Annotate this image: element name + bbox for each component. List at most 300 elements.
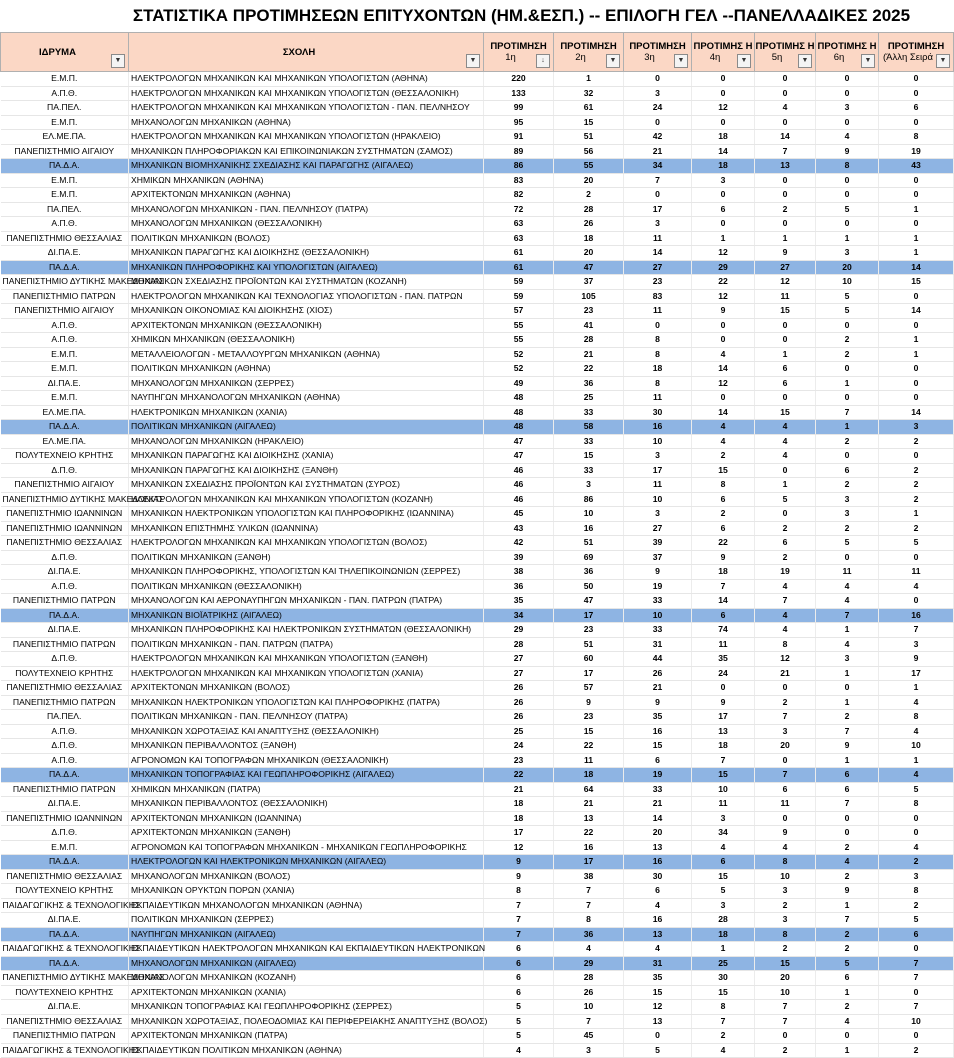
cell-preference-value[interactable]: 5 bbox=[816, 289, 879, 304]
cell-preference-value[interactable]: 47 bbox=[554, 594, 624, 609]
cell-preference-value[interactable]: 28 bbox=[484, 637, 554, 652]
cell-preference-value[interactable]: 28 bbox=[554, 333, 624, 348]
cell-school[interactable]: ΠΟΛΙΤΙΚΩΝ ΜΗΧΑΝΙΚΩΝ (ΞΑΝΘΗ) bbox=[129, 550, 484, 565]
cell-preference-value[interactable]: 34 bbox=[484, 608, 554, 623]
cell-preference-value[interactable]: 23 bbox=[484, 753, 554, 768]
cell-institution[interactable]: ΠΑΝΕΠΙΣΤΗΜΙΟ ΙΩΑΝΝΙΝΩΝ bbox=[1, 521, 129, 536]
cell-preference-value[interactable]: 4 bbox=[816, 594, 879, 609]
cell-institution[interactable]: ΠΑΝΕΠΙΣΤΗΜΙΟ ΑΙΓΑΙΟΥ bbox=[1, 478, 129, 493]
cell-preference-value[interactable]: 1 bbox=[755, 347, 816, 362]
cell-school[interactable]: ΜΗΧΑΝΙΚΩΝ ΗΛΕΚΤΡΟΝΙΚΩΝ ΥΠΟΛΟΓΙΣΤΩΝ ΚΑΙ ΠΛΗΡΟΦΟΡΙΚΗΣ (ΙΩΑΝΝΙΝΑ) bbox=[129, 507, 484, 522]
cell-preference-value[interactable]: 86 bbox=[484, 159, 554, 174]
cell-preference-value[interactable]: 7 bbox=[816, 913, 879, 928]
cell-preference-value[interactable]: 6 bbox=[624, 753, 692, 768]
cell-preference-value[interactable]: 3 bbox=[879, 869, 954, 884]
cell-preference-value[interactable]: 27 bbox=[755, 260, 816, 275]
cell-preference-value[interactable]: 36 bbox=[484, 579, 554, 594]
cell-school[interactable]: ΗΛΕΚΤΡΟΝΙΚΩΝ ΜΗΧΑΝΙΚΩΝ (ΧΑΝΙΑ) bbox=[129, 405, 484, 420]
cell-preference-value[interactable]: 47 bbox=[484, 434, 554, 449]
cell-preference-value[interactable]: 15 bbox=[692, 985, 755, 1000]
cell-preference-value[interactable]: 2 bbox=[879, 434, 954, 449]
cell-preference-value[interactable]: 16 bbox=[554, 521, 624, 536]
cell-preference-value[interactable]: 10 bbox=[554, 507, 624, 522]
cell-preference-value[interactable]: 2 bbox=[816, 1000, 879, 1015]
cell-school[interactable]: ΠΟΛΙΤΙΚΩΝ ΜΗΧΑΝΙΚΩΝ (ΣΕΡΡΕΣ) bbox=[129, 913, 484, 928]
cell-preference-value[interactable]: 0 bbox=[879, 173, 954, 188]
cell-preference-value[interactable]: 3 bbox=[816, 507, 879, 522]
cell-preference-value[interactable]: 52 bbox=[484, 347, 554, 362]
cell-preference-value[interactable]: 0 bbox=[755, 463, 816, 478]
cell-preference-value[interactable]: 4 bbox=[755, 623, 816, 638]
cell-preference-value[interactable]: 11 bbox=[755, 797, 816, 812]
cell-preference-value[interactable]: 26 bbox=[484, 710, 554, 725]
cell-preference-value[interactable]: 0 bbox=[755, 333, 816, 348]
cell-preference-value[interactable]: 18 bbox=[554, 231, 624, 246]
cell-preference-value[interactable]: 1 bbox=[755, 231, 816, 246]
cell-preference-value[interactable]: 6 bbox=[484, 942, 554, 957]
cell-preference-value[interactable]: 0 bbox=[816, 362, 879, 377]
cell-preference-value[interactable]: 21 bbox=[554, 347, 624, 362]
cell-preference-value[interactable]: 91 bbox=[484, 130, 554, 145]
cell-institution[interactable]: ΠΑΝΕΠΙΣΤΗΜΙΟ ΔΥΤΙΚΗΣ ΜΑΚΕΔΟΝΙΑΣ bbox=[1, 971, 129, 986]
cell-institution[interactable]: ΠΟΛΥΤΕΧΝΕΙΟ ΚΡΗΤΗΣ bbox=[1, 666, 129, 681]
cell-preference-value[interactable]: 0 bbox=[692, 72, 755, 87]
cell-preference-value[interactable]: 2 bbox=[816, 942, 879, 957]
cell-preference-value[interactable]: 1 bbox=[816, 1043, 879, 1058]
cell-preference-value[interactable]: 45 bbox=[484, 507, 554, 522]
cell-preference-value[interactable]: 32 bbox=[554, 86, 624, 101]
cell-preference-value[interactable]: 4 bbox=[624, 898, 692, 913]
cell-preference-value[interactable]: 17 bbox=[692, 710, 755, 725]
cell-preference-value[interactable]: 7 bbox=[484, 913, 554, 928]
cell-preference-value[interactable]: 24 bbox=[624, 101, 692, 116]
cell-school[interactable]: ΑΡΧΙΤΕΚΤΟΝΩΝ ΜΗΧΑΝΙΚΩΝ (ΠΑΤΡΑ) bbox=[129, 1029, 484, 1044]
cell-preference-value[interactable]: 7 bbox=[692, 579, 755, 594]
cell-preference-value[interactable]: 33 bbox=[554, 463, 624, 478]
cell-institution[interactable]: Ε.Μ.Π. bbox=[1, 188, 129, 203]
cell-preference-value[interactable]: 74 bbox=[692, 623, 755, 638]
cell-school[interactable]: ΑΡΧΙΤΕΚΤΟΝΩΝ ΜΗΧΑΝΙΚΩΝ (ΧΑΝΙΑ) bbox=[129, 985, 484, 1000]
cell-preference-value[interactable]: 24 bbox=[484, 739, 554, 754]
cell-preference-value[interactable]: 18 bbox=[692, 565, 755, 580]
cell-preference-value[interactable]: 0 bbox=[755, 811, 816, 826]
cell-school[interactable]: ΠΟΛΙΤΙΚΩΝ ΜΗΧΑΝΙΚΩΝ (ΘΕΣΣΑΛΟΝΙΚΗ) bbox=[129, 579, 484, 594]
cell-school[interactable]: ΜΗΧΑΝΙΚΩΝ ΠΛΗΡΟΦΟΡΙΚΗΣ ΚΑΙ ΥΠΟΛΟΓΙΣΤΩΝ (ΑΙΓΑΛΕΩ) bbox=[129, 260, 484, 275]
cell-preference-value[interactable]: 0 bbox=[879, 985, 954, 1000]
cell-preference-value[interactable]: 9 bbox=[816, 884, 879, 899]
cell-preference-value[interactable]: 20 bbox=[554, 246, 624, 261]
cell-institution[interactable]: ΠΑΝΕΠΙΣΤΗΜΙΟ ΑΙΓΑΙΟΥ bbox=[1, 304, 129, 319]
cell-institution[interactable]: ΠΟΛΥΤΕΧΝΕΙΟ ΚΡΗΤΗΣ bbox=[1, 884, 129, 899]
cell-preference-value[interactable]: 30 bbox=[624, 405, 692, 420]
cell-preference-value[interactable]: 7 bbox=[624, 173, 692, 188]
cell-preference-value[interactable]: 27 bbox=[624, 260, 692, 275]
cell-institution[interactable]: ΔΙ.ΠΑ.Ε. bbox=[1, 246, 129, 261]
cell-preference-value[interactable]: 1 bbox=[816, 695, 879, 710]
cell-preference-value[interactable]: 0 bbox=[816, 217, 879, 232]
cell-preference-value[interactable]: 7 bbox=[484, 927, 554, 942]
cell-preference-value[interactable]: 7 bbox=[879, 956, 954, 971]
cell-preference-value[interactable]: 7 bbox=[879, 623, 954, 638]
cell-preference-value[interactable]: 22 bbox=[554, 826, 624, 841]
cell-preference-value[interactable]: 35 bbox=[624, 971, 692, 986]
filter-button[interactable] bbox=[536, 54, 550, 68]
cell-school[interactable]: ΜΗΧΑΝΙΚΩΝ ΒΙΟΪΑΤΡΙΚΗΣ (ΑΙΓΑΛΕΩ) bbox=[129, 608, 484, 623]
cell-preference-value[interactable]: 0 bbox=[624, 188, 692, 203]
cell-preference-value[interactable]: 14 bbox=[692, 405, 755, 420]
cell-preference-value[interactable]: 4 bbox=[816, 130, 879, 145]
cell-institution[interactable]: ΕΛ.ΜΕ.ΠΑ. bbox=[1, 405, 129, 420]
cell-preference-value[interactable]: 0 bbox=[755, 318, 816, 333]
cell-preference-value[interactable]: 10 bbox=[879, 739, 954, 754]
cell-preference-value[interactable]: 15 bbox=[554, 449, 624, 464]
cell-preference-value[interactable]: 82 bbox=[484, 188, 554, 203]
cell-preference-value[interactable]: 4 bbox=[692, 1043, 755, 1058]
cell-preference-value[interactable]: 12 bbox=[692, 101, 755, 116]
cell-preference-value[interactable]: 5 bbox=[755, 492, 816, 507]
cell-institution[interactable]: Ε.Μ.Π. bbox=[1, 362, 129, 377]
cell-preference-value[interactable]: 21 bbox=[755, 666, 816, 681]
cell-preference-value[interactable]: 27 bbox=[624, 521, 692, 536]
cell-preference-value[interactable]: 0 bbox=[692, 217, 755, 232]
cell-preference-value[interactable]: 48 bbox=[484, 420, 554, 435]
cell-preference-value[interactable]: 14 bbox=[692, 362, 755, 377]
cell-institution[interactable]: Ε.Μ.Π. bbox=[1, 840, 129, 855]
cell-preference-value[interactable]: 27 bbox=[484, 652, 554, 667]
cell-preference-value[interactable]: 3 bbox=[624, 507, 692, 522]
cell-institution[interactable]: ΠΑ.Δ.Α. bbox=[1, 159, 129, 174]
cell-preference-value[interactable]: 72 bbox=[484, 202, 554, 217]
cell-preference-value[interactable]: 28 bbox=[554, 202, 624, 217]
cell-preference-value[interactable]: 6 bbox=[692, 521, 755, 536]
cell-preference-value[interactable]: 12 bbox=[624, 1000, 692, 1015]
cell-preference-value[interactable]: 0 bbox=[879, 362, 954, 377]
cell-preference-value[interactable]: 2 bbox=[692, 449, 755, 464]
cell-preference-value[interactable]: 4 bbox=[816, 637, 879, 652]
cell-preference-value[interactable]: 36 bbox=[554, 376, 624, 391]
cell-preference-value[interactable]: 29 bbox=[692, 260, 755, 275]
cell-preference-value[interactable]: 1 bbox=[816, 985, 879, 1000]
cell-preference-value[interactable]: 16 bbox=[624, 855, 692, 870]
cell-school[interactable]: ΗΛΕΚΤΡΟΛΟΓΩΝ ΜΗΧΑΝΙΚΩΝ ΚΑΙ ΜΗΧΑΝΙΚΩΝ ΥΠΟΛΟΓΙΣΤΩΝ (ΑΘΗΝΑ) bbox=[129, 72, 484, 87]
cell-school[interactable]: ΜΗΧΑΝΟΛΟΓΩΝ ΜΗΧΑΝΙΚΩΝ (ΚΟΖΑΝΗ) bbox=[129, 971, 484, 986]
cell-preference-value[interactable]: 21 bbox=[624, 144, 692, 159]
cell-preference-value[interactable]: 17 bbox=[554, 666, 624, 681]
cell-preference-value[interactable]: 15 bbox=[692, 768, 755, 783]
cell-preference-value[interactable]: 64 bbox=[554, 782, 624, 797]
cell-preference-value[interactable]: 0 bbox=[755, 391, 816, 406]
cell-preference-value[interactable]: 0 bbox=[624, 115, 692, 130]
cell-school[interactable]: ΜΗΧΑΝΟΛΟΓΩΝ ΜΗΧΑΝΙΚΩΝ (ΒΟΛΟΣ) bbox=[129, 869, 484, 884]
cell-preference-value[interactable]: 2 bbox=[879, 1043, 954, 1058]
cell-preference-value[interactable]: 46 bbox=[484, 492, 554, 507]
cell-preference-value[interactable]: 14 bbox=[755, 130, 816, 145]
cell-institution[interactable]: ΠΑΝΕΠΙΣΤΗΜΙΟ ΘΕΣΣΑΛΙΑΣ bbox=[1, 231, 129, 246]
cell-institution[interactable]: ΔΙ.ΠΑ.Ε. bbox=[1, 565, 129, 580]
cell-institution[interactable]: ΠΑ.ΠΕΛ. bbox=[1, 202, 129, 217]
cell-school[interactable]: ΧΗΜΙΚΩΝ ΜΗΧΑΝΙΚΩΝ (ΑΘΗΝΑ) bbox=[129, 173, 484, 188]
cell-school[interactable]: ΜΗΧΑΝΙΚΩΝ ΠΕΡΙΒΑΛΛΟΝΤΟΣ (ΞΑΝΘΗ) bbox=[129, 739, 484, 754]
cell-preference-value[interactable]: 15 bbox=[554, 724, 624, 739]
cell-school[interactable]: ΜΗΧΑΝΟΛΟΓΩΝ ΜΗΧΑΝΙΚΩΝ (ΘΕΣΣΑΛΟΝΙΚΗ) bbox=[129, 217, 484, 232]
cell-preference-value[interactable]: 6 bbox=[879, 101, 954, 116]
cell-preference-value[interactable]: 1 bbox=[692, 942, 755, 957]
cell-preference-value[interactable]: 13 bbox=[624, 840, 692, 855]
cell-school[interactable]: ΜΗΧΑΝΙΚΩΝ ΤΟΠΟΓΡΑΦΙΑΣ ΚΑΙ ΓΕΩΠΛΗΡΟΦΟΡΙΚΗΣ (ΑΙΓΑΛΕΩ) bbox=[129, 768, 484, 783]
cell-preference-value[interactable]: 0 bbox=[755, 1029, 816, 1044]
cell-institution[interactable]: Ε.Μ.Π. bbox=[1, 72, 129, 87]
cell-preference-value[interactable]: 26 bbox=[624, 666, 692, 681]
cell-preference-value[interactable]: 18 bbox=[484, 797, 554, 812]
cell-preference-value[interactable]: 0 bbox=[692, 391, 755, 406]
cell-preference-value[interactable]: 2 bbox=[755, 898, 816, 913]
cell-preference-value[interactable]: 34 bbox=[624, 159, 692, 174]
cell-preference-value[interactable]: 0 bbox=[816, 173, 879, 188]
cell-school[interactable]: ΠΟΛΙΤΙΚΩΝ ΜΗΧΑΝΙΚΩΝ - ΠΑΝ. ΠΕΛ/ΝΗΣΟΥ (ΠΑΤΡΑ) bbox=[129, 710, 484, 725]
cell-preference-value[interactable]: 9 bbox=[816, 144, 879, 159]
cell-preference-value[interactable]: 5 bbox=[484, 1029, 554, 1044]
cell-preference-value[interactable]: 6 bbox=[692, 855, 755, 870]
cell-preference-value[interactable]: 4 bbox=[879, 724, 954, 739]
cell-preference-value[interactable]: 33 bbox=[624, 623, 692, 638]
cell-preference-value[interactable]: 15 bbox=[755, 405, 816, 420]
cell-preference-value[interactable]: 5 bbox=[624, 1043, 692, 1058]
cell-preference-value[interactable]: 25 bbox=[484, 724, 554, 739]
cell-preference-value[interactable]: 4 bbox=[692, 840, 755, 855]
cell-institution[interactable]: ΠΑΙΔΑΓΩΓΙΚΗΣ & ΤΕΧΝΟΛΟΓΙΚΗΣ bbox=[1, 942, 129, 957]
cell-preference-value[interactable]: 0 bbox=[816, 188, 879, 203]
cell-preference-value[interactable]: 6 bbox=[755, 536, 816, 551]
cell-preference-value[interactable]: 20 bbox=[624, 826, 692, 841]
cell-preference-value[interactable]: 8 bbox=[879, 797, 954, 812]
cell-institution[interactable]: Α.Π.Θ. bbox=[1, 318, 129, 333]
cell-preference-value[interactable]: 0 bbox=[879, 942, 954, 957]
cell-school[interactable]: ΜΗΧΑΝΟΛΟΓΩΝ ΜΗΧΑΝΙΚΩΝ (ΗΡΑΚΛΕΙΟ) bbox=[129, 434, 484, 449]
cell-preference-value[interactable]: 22 bbox=[554, 362, 624, 377]
cell-institution[interactable]: ΠΟΛΥΤΕΧΝΕΙΟ ΚΡΗΤΗΣ bbox=[1, 985, 129, 1000]
cell-preference-value[interactable]: 83 bbox=[624, 289, 692, 304]
cell-preference-value[interactable]: 3 bbox=[816, 101, 879, 116]
cell-preference-value[interactable]: 6 bbox=[484, 971, 554, 986]
cell-preference-value[interactable]: 6 bbox=[879, 927, 954, 942]
cell-preference-value[interactable]: 11 bbox=[692, 797, 755, 812]
cell-school[interactable]: ΗΛΕΚΤΡΟΛΟΓΩΝ ΜΗΧΑΝΙΚΩΝ ΚΑΙ ΜΗΧΑΝΙΚΩΝ ΥΠΟΛΟΓΙΣΤΩΝ (ΞΑΝΘΗ) bbox=[129, 652, 484, 667]
cell-preference-value[interactable]: 9 bbox=[755, 826, 816, 841]
cell-preference-value[interactable]: 16 bbox=[624, 724, 692, 739]
cell-preference-value[interactable]: 14 bbox=[879, 304, 954, 319]
cell-preference-value[interactable]: 17 bbox=[554, 855, 624, 870]
cell-preference-value[interactable]: 59 bbox=[484, 275, 554, 290]
cell-preference-value[interactable]: 16 bbox=[624, 913, 692, 928]
cell-preference-value[interactable]: 1 bbox=[816, 898, 879, 913]
cell-preference-value[interactable]: 29 bbox=[484, 623, 554, 638]
cell-preference-value[interactable]: 18 bbox=[624, 362, 692, 377]
cell-preference-value[interactable]: 0 bbox=[879, 811, 954, 826]
cell-institution[interactable]: Α.Π.Θ. bbox=[1, 217, 129, 232]
cell-preference-value[interactable]: 6 bbox=[484, 956, 554, 971]
cell-preference-value[interactable]: 69 bbox=[554, 550, 624, 565]
cell-preference-value[interactable]: 51 bbox=[554, 536, 624, 551]
cell-preference-value[interactable]: 49 bbox=[484, 376, 554, 391]
filter-button[interactable] bbox=[466, 54, 480, 68]
cell-preference-value[interactable]: 0 bbox=[816, 681, 879, 696]
cell-preference-value[interactable]: 16 bbox=[554, 840, 624, 855]
cell-preference-value[interactable]: 2 bbox=[879, 898, 954, 913]
cell-preference-value[interactable]: 0 bbox=[755, 507, 816, 522]
cell-preference-value[interactable]: 42 bbox=[624, 130, 692, 145]
cell-preference-value[interactable]: 11 bbox=[816, 565, 879, 580]
cell-preference-value[interactable]: 3 bbox=[692, 811, 755, 826]
cell-preference-value[interactable]: 6 bbox=[692, 202, 755, 217]
cell-preference-value[interactable]: 0 bbox=[879, 376, 954, 391]
cell-school[interactable]: ΠΟΛΙΤΙΚΩΝ ΜΗΧΑΝΙΚΩΝ (ΑΙΓΑΛΕΩ) bbox=[129, 420, 484, 435]
cell-preference-value[interactable]: 23 bbox=[624, 275, 692, 290]
cell-school[interactable]: ΑΡΧΙΤΕΚΤΟΝΩΝ ΜΗΧΑΝΙΚΩΝ (ΑΘΗΝΑ) bbox=[129, 188, 484, 203]
cell-preference-value[interactable]: 10 bbox=[554, 1000, 624, 1015]
cell-preference-value[interactable]: 2 bbox=[816, 434, 879, 449]
cell-school[interactable]: ΜΕΤΑΛΛΕΙΟΛΟΓΩΝ - ΜΕΤΑΛΛΟΥΡΓΩΝ ΜΗΧΑΝΙΚΩΝ (ΑΘΗΝΑ) bbox=[129, 347, 484, 362]
cell-preference-value[interactable]: 39 bbox=[624, 536, 692, 551]
cell-preference-value[interactable]: 13 bbox=[624, 927, 692, 942]
cell-preference-value[interactable]: 42 bbox=[484, 536, 554, 551]
cell-school[interactable]: ΗΛΕΚΤΡΟΛΟΓΩΝ ΜΗΧΑΝΙΚΩΝ ΚΑΙ ΜΗΧΑΝΙΚΩΝ ΥΠΟΛΟΓΙΣΤΩΝ (ΚΟΖΑΝΗ) bbox=[129, 492, 484, 507]
cell-preference-value[interactable]: 4 bbox=[692, 420, 755, 435]
cell-school[interactable]: ΜΗΧΑΝΙΚΩΝ ΠΛΗΡΟΦΟΡΙΚΗΣ, ΥΠΟΛΟΓΙΣΤΩΝ ΚΑΙ ΤΗΛΕΠΙΚΟΙΝΩΝΙΩΝ (ΣΕΡΡΕΣ) bbox=[129, 565, 484, 580]
cell-preference-value[interactable]: 4 bbox=[816, 579, 879, 594]
cell-preference-value[interactable]: 0 bbox=[816, 72, 879, 87]
cell-school[interactable]: ΑΓΡΟΝΟΜΩΝ ΚΑΙ ΤΟΠΟΓΡΑΦΩΝ ΜΗΧΑΝΙΚΩΝ - ΜΗΧΑΝΙΚΩΝ ΓΕΩΠΛΗΡΟΦΟΡΙΚΗΣ bbox=[129, 840, 484, 855]
cell-preference-value[interactable]: 220 bbox=[484, 72, 554, 87]
cell-institution[interactable]: Α.Π.Θ. bbox=[1, 86, 129, 101]
cell-preference-value[interactable]: 22 bbox=[554, 739, 624, 754]
cell-preference-value[interactable]: 0 bbox=[816, 826, 879, 841]
cell-preference-value[interactable]: 15 bbox=[879, 275, 954, 290]
cell-preference-value[interactable]: 10 bbox=[624, 608, 692, 623]
cell-preference-value[interactable]: 7 bbox=[879, 1000, 954, 1015]
cell-preference-value[interactable]: 19 bbox=[624, 768, 692, 783]
cell-preference-value[interactable]: 1 bbox=[816, 753, 879, 768]
cell-preference-value[interactable]: 4 bbox=[692, 434, 755, 449]
cell-preference-value[interactable]: 6 bbox=[692, 492, 755, 507]
cell-institution[interactable]: ΠΑΝΕΠΙΣΤΗΜΙΟ ΘΕΣΣΑΛΙΑΣ bbox=[1, 536, 129, 551]
cell-institution[interactable]: ΠΑΝΕΠΙΣΤΗΜΙΟ ΠΑΤΡΩΝ bbox=[1, 695, 129, 710]
cell-school[interactable]: ΠΟΛΙΤΙΚΩΝ ΜΗΧΑΝΙΚΩΝ - ΠΑΝ. ΠΑΤΡΩΝ (ΠΑΤΡΑ) bbox=[129, 637, 484, 652]
cell-preference-value[interactable]: 0 bbox=[755, 753, 816, 768]
cell-school[interactable]: ΜΗΧΑΝΙΚΩΝ ΟΙΚΟΝΟΜΙΑΣ ΚΑΙ ΔΙΟΙΚΗΣΗΣ (ΧΙΟΣ) bbox=[129, 304, 484, 319]
cell-preference-value[interactable]: 4 bbox=[879, 579, 954, 594]
cell-preference-value[interactable]: 2 bbox=[816, 927, 879, 942]
cell-preference-value[interactable]: 2 bbox=[879, 855, 954, 870]
cell-preference-value[interactable]: 9 bbox=[624, 695, 692, 710]
cell-preference-value[interactable]: 15 bbox=[624, 985, 692, 1000]
cell-preference-value[interactable]: 0 bbox=[879, 391, 954, 406]
filter-button[interactable] bbox=[861, 54, 875, 68]
cell-preference-value[interactable]: 14 bbox=[692, 594, 755, 609]
filter-button[interactable] bbox=[606, 54, 620, 68]
cell-institution[interactable]: Δ.Π.Θ. bbox=[1, 463, 129, 478]
cell-preference-value[interactable]: 0 bbox=[755, 115, 816, 130]
cell-preference-value[interactable]: 61 bbox=[484, 260, 554, 275]
cell-institution[interactable]: ΠΑΝΕΠΙΣΤΗΜΙΟ ΙΩΑΝΝΙΝΩΝ bbox=[1, 811, 129, 826]
cell-school[interactable]: ΜΗΧΑΝΙΚΩΝ ΣΧΕΔΙΑΣΗΣ ΠΡΟΪΟΝΤΩΝ ΚΑΙ ΣΥΣΤΗΜΑΤΩΝ (ΚΟΖΑΝΗ) bbox=[129, 275, 484, 290]
cell-preference-value[interactable]: 3 bbox=[692, 173, 755, 188]
cell-preference-value[interactable]: 0 bbox=[816, 318, 879, 333]
cell-preference-value[interactable]: 4 bbox=[554, 942, 624, 957]
cell-preference-value[interactable]: 0 bbox=[879, 115, 954, 130]
cell-preference-value[interactable]: 86 bbox=[554, 492, 624, 507]
cell-school[interactable]: ΕΚΠΑΙΔΕΥΤΙΚΩΝ ΠΟΛΙΤΙΚΩΝ ΜΗΧΑΝΙΚΩΝ (ΑΘΗΝΑ) bbox=[129, 1043, 484, 1058]
cell-preference-value[interactable]: 2 bbox=[755, 695, 816, 710]
cell-preference-value[interactable]: 29 bbox=[554, 956, 624, 971]
cell-preference-value[interactable]: 0 bbox=[692, 333, 755, 348]
cell-preference-value[interactable]: 63 bbox=[484, 231, 554, 246]
cell-preference-value[interactable]: 7 bbox=[816, 405, 879, 420]
cell-preference-value[interactable]: 34 bbox=[692, 826, 755, 841]
cell-preference-value[interactable]: 5 bbox=[484, 1014, 554, 1029]
cell-preference-value[interactable]: 105 bbox=[554, 289, 624, 304]
cell-preference-value[interactable]: 8 bbox=[624, 347, 692, 362]
cell-preference-value[interactable]: 2 bbox=[554, 188, 624, 203]
cell-preference-value[interactable]: 7 bbox=[755, 594, 816, 609]
cell-preference-value[interactable]: 5 bbox=[692, 884, 755, 899]
cell-preference-value[interactable]: 5 bbox=[816, 536, 879, 551]
cell-institution[interactable]: Α.Π.Θ. bbox=[1, 724, 129, 739]
cell-preference-value[interactable]: 48 bbox=[484, 405, 554, 420]
cell-preference-value[interactable]: 0 bbox=[755, 72, 816, 87]
cell-institution[interactable]: ΠΑ.ΠΕΛ. bbox=[1, 101, 129, 116]
cell-preference-value[interactable]: 14 bbox=[879, 405, 954, 420]
cell-preference-value[interactable]: 33 bbox=[554, 434, 624, 449]
cell-institution[interactable]: Δ.Π.Θ. bbox=[1, 739, 129, 754]
cell-preference-value[interactable]: 26 bbox=[484, 695, 554, 710]
cell-preference-value[interactable]: 21 bbox=[554, 797, 624, 812]
cell-institution[interactable]: ΕΛ.ΜΕ.ΠΑ. bbox=[1, 130, 129, 145]
cell-preference-value[interactable]: 12 bbox=[692, 289, 755, 304]
cell-preference-value[interactable]: 4 bbox=[879, 768, 954, 783]
cell-preference-value[interactable]: 7 bbox=[755, 1000, 816, 1015]
cell-preference-value[interactable]: 20 bbox=[755, 971, 816, 986]
cell-school[interactable]: ΜΗΧΑΝΙΚΩΝ ΧΩΡΟΤΑΞΙΑΣ ΚΑΙ ΑΝΑΠΤΥΞΗΣ (ΘΕΣΣΑΛΟΝΙΚΗ) bbox=[129, 724, 484, 739]
cell-preference-value[interactable]: 3 bbox=[755, 913, 816, 928]
cell-preference-value[interactable]: 1 bbox=[816, 231, 879, 246]
cell-preference-value[interactable]: 30 bbox=[692, 971, 755, 986]
cell-preference-value[interactable]: 0 bbox=[755, 681, 816, 696]
cell-school[interactable]: ΜΗΧΑΝΟΛΟΓΩΝ ΜΗΧΑΝΙΚΩΝ (ΣΕΡΡΕΣ) bbox=[129, 376, 484, 391]
cell-institution[interactable]: ΠΑΝΕΠΙΣΤΗΜΙΟ ΠΑΤΡΩΝ bbox=[1, 637, 129, 652]
cell-preference-value[interactable]: 20 bbox=[755, 739, 816, 754]
cell-school[interactable]: ΠΟΛΙΤΙΚΩΝ ΜΗΧΑΝΙΚΩΝ (ΒΟΛΟΣ) bbox=[129, 231, 484, 246]
cell-preference-value[interactable]: 18 bbox=[484, 811, 554, 826]
cell-preference-value[interactable]: 4 bbox=[816, 855, 879, 870]
cell-preference-value[interactable]: 0 bbox=[755, 217, 816, 232]
cell-school[interactable]: ΜΗΧΑΝΙΚΩΝ ΟΡΥΚΤΩΝ ΠΟΡΩΝ (ΧΑΝΙΑ) bbox=[129, 884, 484, 899]
cell-preference-value[interactable]: 28 bbox=[692, 913, 755, 928]
cell-preference-value[interactable]: 1 bbox=[816, 376, 879, 391]
cell-preference-value[interactable]: 10 bbox=[692, 782, 755, 797]
cell-school[interactable]: ΜΗΧΑΝΙΚΩΝ ΣΧΕΔΙΑΣΗΣ ΠΡΟΪΟΝΤΩΝ ΚΑΙ ΣΥΣΤΗΜΑΤΩΝ (ΣΥΡΟΣ) bbox=[129, 478, 484, 493]
cell-preference-value[interactable]: 24 bbox=[692, 666, 755, 681]
cell-institution[interactable]: ΠΑ.Δ.Α. bbox=[1, 608, 129, 623]
cell-preference-value[interactable]: 33 bbox=[624, 594, 692, 609]
cell-preference-value[interactable]: 0 bbox=[879, 826, 954, 841]
cell-preference-value[interactable]: 12 bbox=[692, 246, 755, 261]
cell-preference-value[interactable]: 19 bbox=[755, 565, 816, 580]
cell-preference-value[interactable]: 89 bbox=[484, 144, 554, 159]
cell-preference-value[interactable]: 4 bbox=[484, 1043, 554, 1058]
cell-preference-value[interactable]: 21 bbox=[624, 797, 692, 812]
cell-school[interactable]: ΜΗΧΑΝΙΚΩΝ ΠΑΡΑΓΩΓΗΣ ΚΑΙ ΔΙΟΙΚΗΣΗΣ (ΧΑΝΙΑ) bbox=[129, 449, 484, 464]
cell-preference-value[interactable]: 55 bbox=[554, 159, 624, 174]
